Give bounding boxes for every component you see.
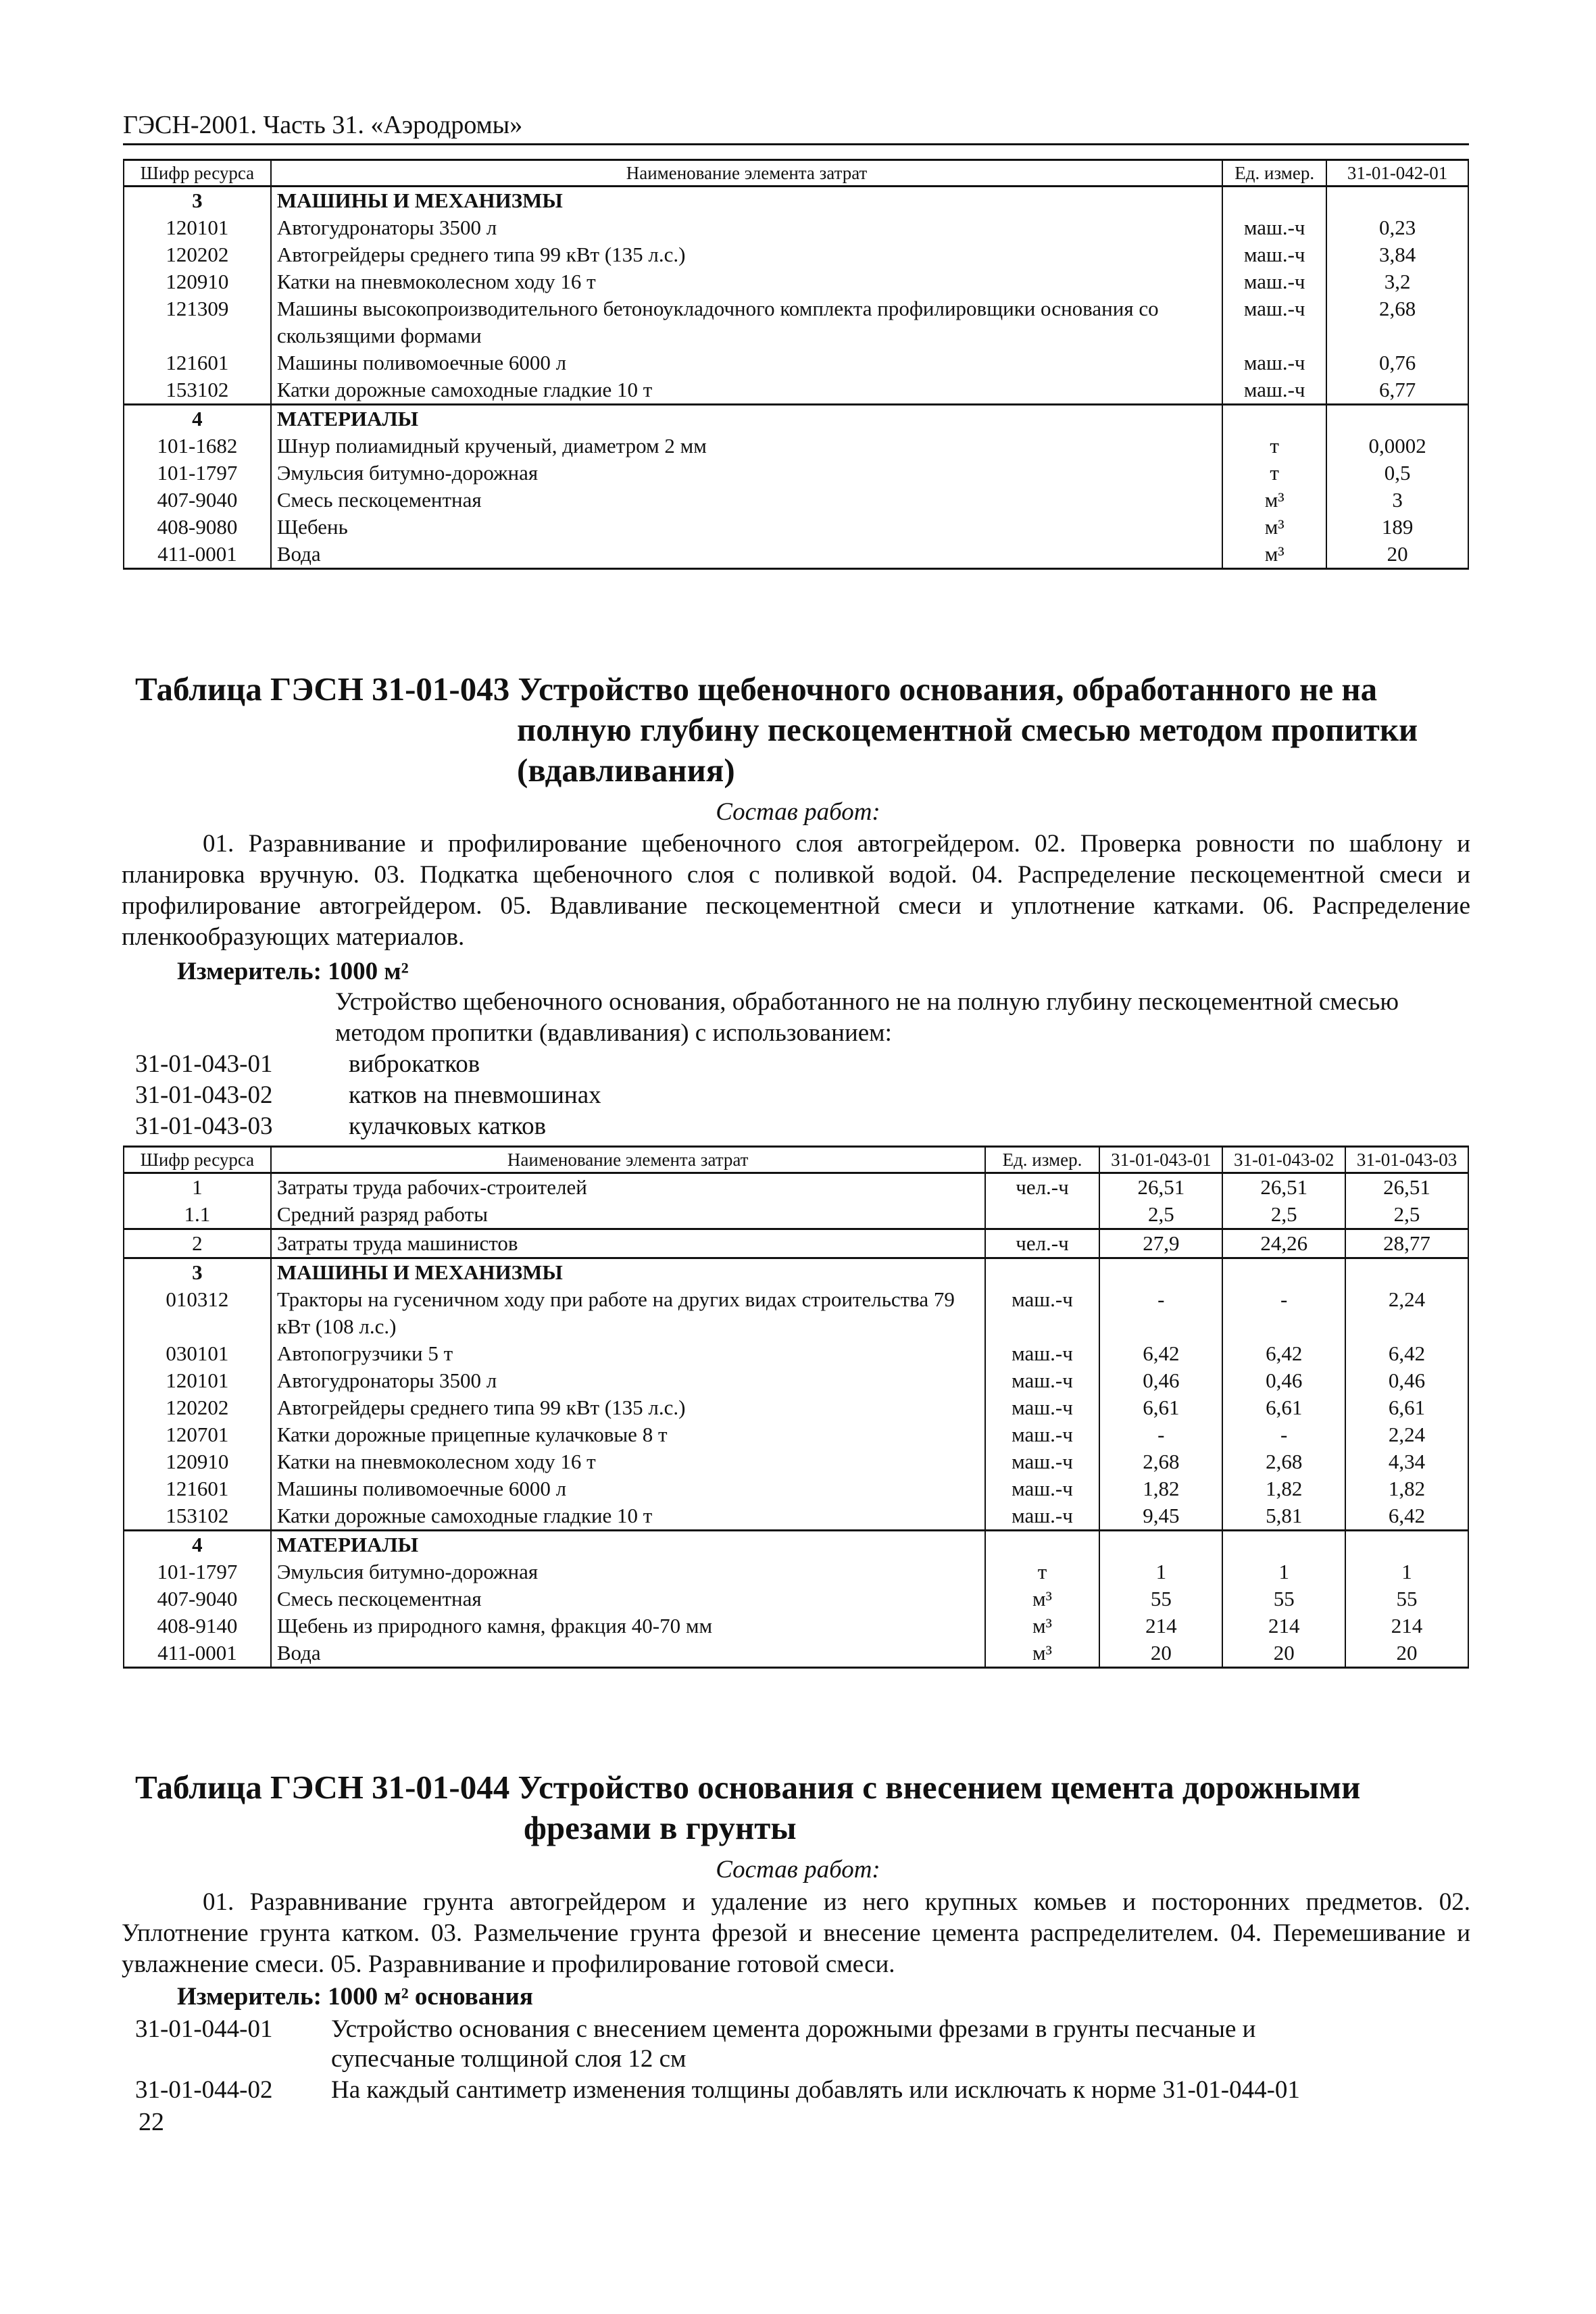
cell-name: Тракторы на гусеничном ходу при работе на других видах строительства 79 кВт (108 л.с.): [271, 1286, 985, 1340]
cell-value-1: 1,82: [1099, 1475, 1222, 1502]
variant-text: Устройство основания с внесением цемента дорожными фрезами в грунты песчаные и: [331, 2015, 1256, 2043]
cell-value-1: 2,68: [1099, 1448, 1222, 1475]
table-row: [124, 1340, 1468, 1367]
resource-table-042: [123, 159, 1469, 570]
header-code: Шифр ресурса: [124, 160, 271, 187]
cell-name: Катки на пневмоколесном ходу 16 т: [271, 268, 1222, 295]
variant-code: 31-01-043-03: [135, 1112, 273, 1140]
cell-value-2: [1222, 1258, 1345, 1287]
cell-unit: маш.-ч: [985, 1502, 1100, 1531]
cell-value-1: 0,0002: [1326, 433, 1468, 460]
table-row: [124, 1421, 1468, 1448]
cell-code: 153102: [124, 376, 271, 405]
cell-value-3: [1345, 1531, 1468, 1559]
cell-value-1: 2,68: [1326, 295, 1468, 349]
table-header-row: [124, 160, 1468, 187]
cell-unit: маш.-ч: [1222, 241, 1326, 268]
works-heading: Состав работ:: [716, 798, 880, 826]
cell-name: Эмульсия битумно-дорожная: [271, 460, 1222, 487]
cell-name: МАТЕРИАЛЫ: [271, 405, 1222, 433]
table-row: [124, 1502, 1468, 1531]
table-row: [124, 268, 1468, 295]
cell-value-1: -: [1099, 1421, 1222, 1448]
cell-code: 010312: [124, 1286, 271, 1340]
works-heading: Состав работ:: [716, 1856, 880, 1884]
cell-name: Автопогрузчики 5 т: [271, 1340, 985, 1367]
title-line: Таблица ГЭСН 31-01-044 Устройство основания с внесением цемента дорожными: [135, 1769, 1361, 1806]
table-row: [124, 460, 1468, 487]
cell-code: 4: [124, 405, 271, 433]
table-row: [124, 349, 1468, 376]
cell-value-2: 26,51: [1222, 1173, 1345, 1202]
table-row: [124, 1613, 1468, 1640]
cell-value-3: 1: [1345, 1558, 1468, 1585]
cell-value-3: 28,77: [1345, 1229, 1468, 1258]
cell-name: Вода: [271, 1640, 985, 1668]
cell-name: Катки на пневмоколесном ходу 16 т: [271, 1448, 985, 1475]
cell-code: 120910: [124, 1448, 271, 1475]
table-body: [124, 1173, 1468, 1668]
cell-value-1: 1: [1099, 1558, 1222, 1585]
cell-code: 411-0001: [124, 541, 271, 569]
cell-name: Автогрейдеры среднего типа 99 кВт (135 л.с.): [271, 1394, 985, 1421]
header-norm-03: 31-01-043-03: [1345, 1147, 1468, 1173]
cell-value-2: 55: [1222, 1585, 1345, 1613]
cell-code: 153102: [124, 1502, 271, 1531]
cell-value-1: 214: [1099, 1613, 1222, 1640]
table-row: [124, 487, 1468, 514]
title-line: полную глубину пескоцементной смесью методом пропитки: [517, 711, 1418, 748]
cell-name: Эмульсия битумно-дорожная: [271, 1558, 985, 1585]
cell-value-2: 5,81: [1222, 1502, 1345, 1531]
cell-value-1: 0,76: [1326, 349, 1468, 376]
cell-value-1: 3,2: [1326, 268, 1468, 295]
cell-unit: маш.-ч: [1222, 214, 1326, 241]
table-row: [124, 514, 1468, 541]
table-row: [124, 214, 1468, 241]
cell-value-1: 9,45: [1099, 1502, 1222, 1531]
header-norm-01: 31-01-043-01: [1099, 1147, 1222, 1173]
cell-value-1: -: [1099, 1286, 1222, 1340]
cell-name: Шнур полиамидный крученый, диаметром 2 мм: [271, 433, 1222, 460]
cell-value-2: 2,68: [1222, 1448, 1345, 1475]
cell-name: Автогудронаторы 3500 л: [271, 1367, 985, 1394]
title-line: фрезами в грунты: [524, 1809, 797, 1846]
header-unit: Ед. измер.: [1222, 160, 1326, 187]
header-name: Наименование элемента затрат: [271, 1147, 985, 1173]
table-row: [124, 1229, 1468, 1258]
cell-unit: маш.-ч: [1222, 376, 1326, 405]
table-row: [124, 1448, 1468, 1475]
variant-text: супесчаные толщиной слоя 12 см: [331, 2045, 687, 2073]
cell-name: Катки дорожные прицепные кулачковые 8 т: [271, 1421, 985, 1448]
cell-value-2: 1,82: [1222, 1475, 1345, 1502]
cell-value-3: 6,42: [1345, 1340, 1468, 1367]
cell-name: Катки дорожные самоходные гладкие 10 т: [271, 1502, 985, 1531]
table-row: [124, 1173, 1468, 1202]
cell-unit: маш.-ч: [985, 1367, 1100, 1394]
table-row: [124, 1286, 1468, 1340]
table-row: [124, 1367, 1468, 1394]
cell-unit: м³: [985, 1585, 1100, 1613]
cell-name: МАШИНЫ И МЕХАНИЗМЫ: [271, 1258, 985, 1287]
cell-unit: маш.-ч: [985, 1448, 1100, 1475]
cell-code: 101-1682: [124, 433, 271, 460]
table-row: [124, 541, 1468, 569]
cell-code: 030101: [124, 1340, 271, 1367]
table-title-043: [135, 669, 1460, 791]
cell-unit: чел.-ч: [985, 1229, 1100, 1258]
cell-value-3: 6,61: [1345, 1394, 1468, 1421]
cell-name: МАШИНЫ И МЕХАНИЗМЫ: [271, 187, 1222, 215]
table-title-044: [135, 1767, 1460, 1848]
cell-code: 1: [124, 1173, 271, 1202]
cell-value-2: 214: [1222, 1613, 1345, 1640]
cell-value-1: 6,61: [1099, 1394, 1222, 1421]
cell-value-2: 20: [1222, 1640, 1345, 1668]
header-norm-02: 31-01-043-02: [1222, 1147, 1345, 1173]
cell-value-3: 2,5: [1345, 1201, 1468, 1229]
cell-name: Катки дорожные самоходные гладкие 10 т: [271, 376, 1222, 405]
variant-code: 31-01-043-01: [135, 1050, 273, 1078]
cell-name: Машины высокопроизводительного бетоноукладочного комплекта профилировщики основания со скользящими формами: [271, 295, 1222, 349]
header-unit: Ед. измер.: [985, 1147, 1100, 1173]
cell-value-2: -: [1222, 1421, 1345, 1448]
cell-unit: [985, 1258, 1100, 1287]
title-line: Таблица ГЭСН 31-01-043 Устройство щебеночного основания, обработанного не на: [135, 670, 1378, 708]
cell-value-3: [1345, 1258, 1468, 1287]
cell-value-1: 0,23: [1326, 214, 1468, 241]
cell-value-2: 6,42: [1222, 1340, 1345, 1367]
cell-code: 1.1: [124, 1201, 271, 1229]
table-row: [124, 241, 1468, 268]
cell-value-3: 1,82: [1345, 1475, 1468, 1502]
cell-code: 120701: [124, 1421, 271, 1448]
cell-value-1: 55: [1099, 1585, 1222, 1613]
cell-code: 121601: [124, 349, 271, 376]
variant-text: На каждый сантиметр изменения толщины добавлять или исключать к норме 31-01-044-01: [331, 2076, 1300, 2104]
cell-value-1: 2,5: [1099, 1201, 1222, 1229]
cell-code: 121309: [124, 295, 271, 349]
cell-code: 120101: [124, 214, 271, 241]
table-row: [124, 1258, 1468, 1287]
cell-name: МАТЕРИАЛЫ: [271, 1531, 985, 1559]
cell-value-1: 0,46: [1099, 1367, 1222, 1394]
cell-value-1: 0,5: [1326, 460, 1468, 487]
cell-value-3: 2,24: [1345, 1286, 1468, 1340]
cell-value-2: 6,61: [1222, 1394, 1345, 1421]
cell-code: 408-9080: [124, 514, 271, 541]
cell-name: Щебень из природного камня, фракция 40-70 мм: [271, 1613, 985, 1640]
cell-code: 120202: [124, 241, 271, 268]
cell-name: Затраты труда рабочих-строителей: [271, 1173, 985, 1202]
cell-unit: маш.-ч: [1222, 349, 1326, 376]
page-number: 22: [139, 2108, 164, 2136]
cell-name: Машины поливомоечные 6000 л: [271, 1475, 985, 1502]
cell-value-3: 4,34: [1345, 1448, 1468, 1475]
cell-unit: маш.-ч: [985, 1475, 1100, 1502]
cell-code: 120101: [124, 1367, 271, 1394]
table-row: [124, 1558, 1468, 1585]
cell-unit: м³: [1222, 514, 1326, 541]
header-name: Наименование элемента затрат: [271, 160, 1222, 187]
cell-value-1: 26,51: [1099, 1173, 1222, 1202]
cell-unit: т: [1222, 460, 1326, 487]
cell-unit: чел.-ч: [985, 1173, 1100, 1202]
cell-code: 3: [124, 1258, 271, 1287]
cell-unit: м³: [985, 1640, 1100, 1668]
cell-code: 120910: [124, 268, 271, 295]
table-row: [124, 1585, 1468, 1613]
cell-value-3: 20: [1345, 1640, 1468, 1668]
cell-name: Автогудронаторы 3500 л: [271, 214, 1222, 241]
variants-intro: Устройство щебеночного основания, обработанного не на полную глубину пескоцементной смесью методом пропитки (вдавливания) с использованием:: [335, 988, 1399, 1047]
cell-unit: маш.-ч: [985, 1394, 1100, 1421]
cell-name: Вода: [271, 541, 1222, 569]
cell-value-3: 55: [1345, 1585, 1468, 1613]
variant-text: виброкатков: [349, 1050, 480, 1078]
cell-code: 407-9040: [124, 487, 271, 514]
variant-text: кулачковых катков: [349, 1112, 547, 1140]
cell-code: 407-9040: [124, 1585, 271, 1613]
measure-unit: Измеритель: 1000 м²: [177, 958, 409, 985]
cell-value-2: 0,46: [1222, 1367, 1345, 1394]
table-row: [124, 1640, 1468, 1668]
works-description: 01. Разравнивание грунта автогрейдером и удаление из него крупных комьев и посторонних предметов. 02. Уплотнение грунта катком. 03. Размельчение грунта фрезой и внесение цемента распределителем. 04. Перемешивание и увлажнение смеси. 05. Разравнивание и профилирование готовой смеси.: [122, 1888, 1470, 1978]
cell-value-2: 1: [1222, 1558, 1345, 1585]
variant-code: 31-01-044-02: [135, 2076, 273, 2104]
cell-unit: [1222, 187, 1326, 215]
cell-name: Затраты труда машинистов: [271, 1229, 985, 1258]
cell-value-1: 20: [1326, 541, 1468, 569]
cell-unit: маш.-ч: [985, 1421, 1100, 1448]
cell-value-3: 26,51: [1345, 1173, 1468, 1202]
cell-code: 2: [124, 1229, 271, 1258]
cell-name: Средний разряд работы: [271, 1201, 985, 1229]
cell-name: Автогрейдеры среднего типа 99 кВт (135 л.с.): [271, 241, 1222, 268]
cell-unit: [985, 1201, 1100, 1229]
variant-code: 31-01-044-01: [135, 2015, 273, 2043]
cell-code: 411-0001: [124, 1640, 271, 1668]
cell-unit: м³: [985, 1613, 1100, 1640]
cell-unit: маш.-ч: [1222, 295, 1326, 349]
header-code: Шифр ресурса: [124, 1147, 271, 1173]
cell-unit: т: [1222, 433, 1326, 460]
cell-name: Щебень: [271, 514, 1222, 541]
cell-value-2: [1222, 1531, 1345, 1559]
cell-unit: [1222, 405, 1326, 433]
cell-name: Смесь пескоцементная: [271, 1585, 985, 1613]
cell-value-1: [1099, 1531, 1222, 1559]
table-row: [124, 187, 1468, 215]
resource-table-043: [123, 1146, 1469, 1669]
cell-code: 121601: [124, 1475, 271, 1502]
cell-unit: маш.-ч: [985, 1340, 1100, 1367]
cell-value-2: 2,5: [1222, 1201, 1345, 1229]
variant-code: 31-01-043-02: [135, 1081, 273, 1109]
header-norm: 31-01-042-01: [1326, 160, 1468, 187]
table-row: [124, 1394, 1468, 1421]
cell-value-1: 20: [1099, 1640, 1222, 1668]
cell-name: Машины поливомоечные 6000 л: [271, 349, 1222, 376]
cell-code: 101-1797: [124, 460, 271, 487]
table-row: [124, 376, 1468, 405]
running-header: ГЭСН-2001. Часть 31. «Аэродромы»: [123, 109, 1469, 145]
cell-value-1: 6,77: [1326, 376, 1468, 405]
table-row: [124, 295, 1468, 349]
works-description: 01. Разравнивание и профилирование щебеночного слоя автогрейдером. 02. Проверка ровности по шаблону и планировка вручную. 03. Подкатка щебеночного слоя с поливкой водой. 04. Распределение пескоцементной смеси и профилирование автогрейдером. 05. Вдавливание пескоцементной смеси и уплотнение катками. 06. Распределение пленкообразующих материалов.: [122, 830, 1470, 951]
table-row: [124, 433, 1468, 460]
cell-value-1: 6,42: [1099, 1340, 1222, 1367]
cell-unit: маш.-ч: [1222, 268, 1326, 295]
cell-value-1: [1326, 405, 1468, 433]
cell-value-1: 3,84: [1326, 241, 1468, 268]
cell-value-3: 214: [1345, 1613, 1468, 1640]
cell-value-3: 0,46: [1345, 1367, 1468, 1394]
cell-unit: маш.-ч: [985, 1286, 1100, 1340]
table-row: [124, 1201, 1468, 1229]
table-header-row: [124, 1147, 1468, 1173]
cell-value-1: 189: [1326, 514, 1468, 541]
cell-unit: [985, 1531, 1100, 1559]
cell-value-3: 2,24: [1345, 1421, 1468, 1448]
cell-value-1: 3: [1326, 487, 1468, 514]
cell-value-2: 24,26: [1222, 1229, 1345, 1258]
variant-text: катков на пневмошинах: [349, 1081, 601, 1109]
cell-value-3: 6,42: [1345, 1502, 1468, 1531]
title-line: (вдавливания): [517, 752, 735, 789]
cell-value-2: -: [1222, 1286, 1345, 1340]
cell-code: 408-9140: [124, 1613, 271, 1640]
cell-value-1: [1099, 1258, 1222, 1287]
cell-code: 4: [124, 1531, 271, 1559]
cell-name: Смесь пескоцементная: [271, 487, 1222, 514]
cell-unit: т: [985, 1558, 1100, 1585]
table-row: [124, 1531, 1468, 1559]
measure-unit: Измеритель: 1000 м² основания: [177, 1983, 533, 2011]
table-row: [124, 405, 1468, 433]
cell-code: 3: [124, 187, 271, 215]
cell-unit: м³: [1222, 541, 1326, 569]
table-row: [124, 1475, 1468, 1502]
cell-code: 101-1797: [124, 1558, 271, 1585]
cell-value-1: [1326, 187, 1468, 215]
table-body: [124, 187, 1468, 569]
cell-code: 120202: [124, 1394, 271, 1421]
cell-unit: м³: [1222, 487, 1326, 514]
cell-value-1: 27,9: [1099, 1229, 1222, 1258]
